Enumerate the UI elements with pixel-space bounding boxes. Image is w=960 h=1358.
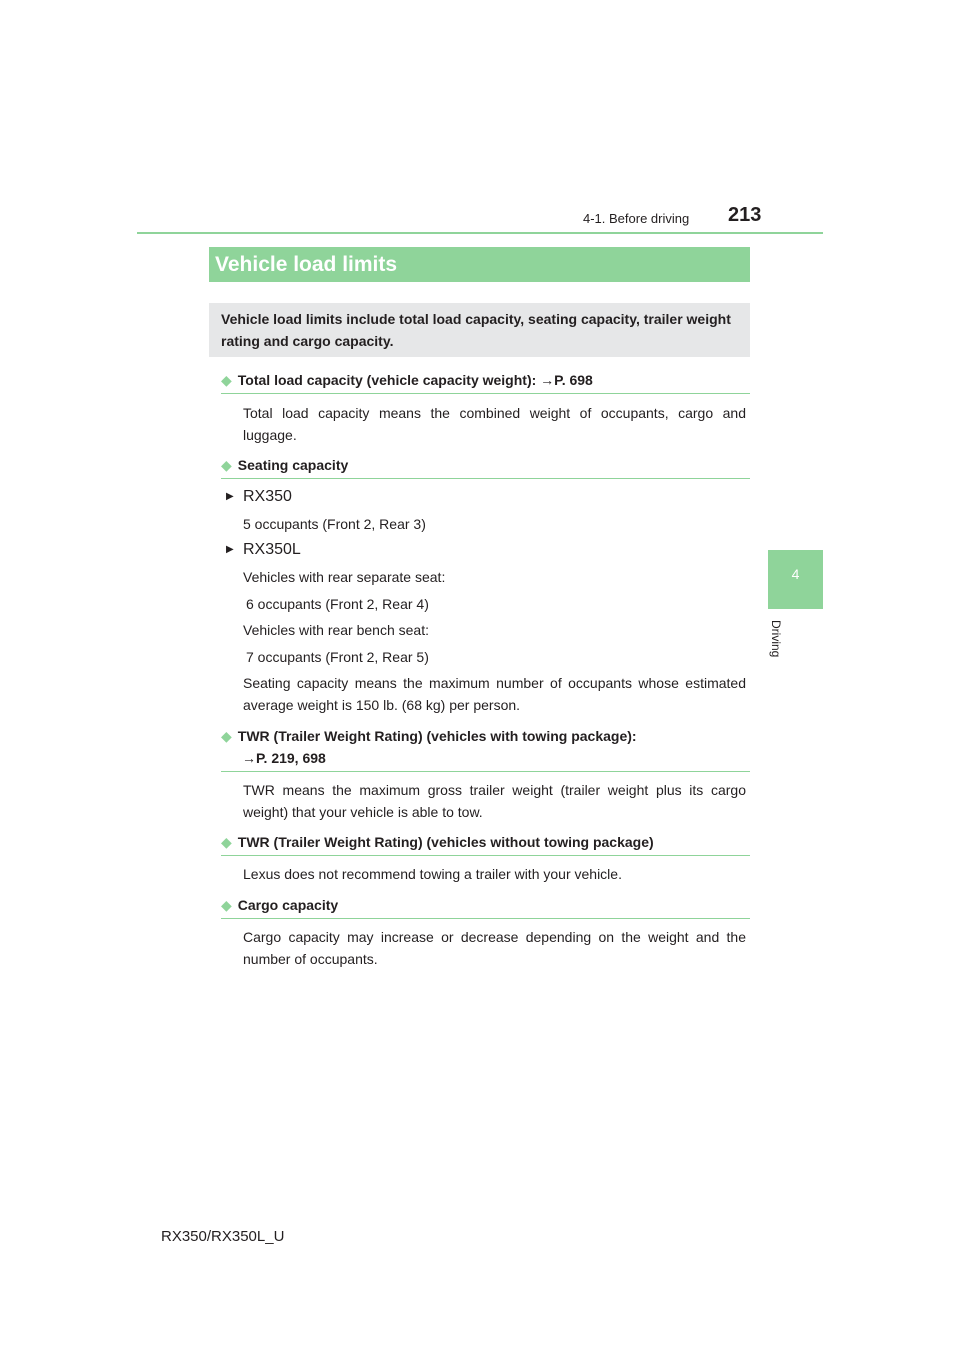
section-header: 4-1. Before driving xyxy=(583,211,690,226)
model-name: RX350L xyxy=(243,541,301,558)
rx350-detail: 5 occupants (Front 2, Rear 3) xyxy=(243,516,426,532)
model-rx350l xyxy=(226,540,301,560)
intro-box: Vehicle load limits include total load capacity, seating capacity, trailer weight rating and cargo capacity. xyxy=(209,303,750,357)
subheading-text: Cargo capacity xyxy=(237,897,339,913)
subheading-page-ref: →P. 219, 698 xyxy=(242,750,326,766)
header-divider xyxy=(137,232,823,234)
page-title: Vehicle load limits xyxy=(209,247,750,282)
rx350l-separate-label: Vehicles with rear separate seat: xyxy=(243,569,446,585)
chapter-label-text: Driving xyxy=(769,620,783,658)
subheading-cargo xyxy=(221,894,750,919)
diamond-bullet-icon: ◆ xyxy=(221,834,232,850)
model-rx350 xyxy=(226,487,292,507)
page-number: 213 xyxy=(728,204,762,226)
model-name: RX350 xyxy=(243,488,292,505)
body-twr-with: TWR means the maximum gross trailer weight (trailer weight plus its cargo weight) that your vehicle is able to tow. xyxy=(243,782,746,820)
subheading-text: TWR (Trailer Weight Rating) (vehicles with towing package): xyxy=(237,728,637,744)
subheading-twr-with xyxy=(221,725,750,772)
subheading-seating xyxy=(221,454,750,479)
diamond-bullet-icon: ◆ xyxy=(221,457,232,473)
rx350l-separate-detail: 6 occupants (Front 2, Rear 4) xyxy=(246,596,429,612)
triangle-bullet-icon: ▶ xyxy=(226,544,234,555)
diamond-bullet-icon: ◆ xyxy=(221,372,232,388)
subheading-text: TWR (Trailer Weight Rating) (vehicles without towing package) xyxy=(237,834,654,850)
rx350l-bench-detail: 7 occupants (Front 2, Rear 5) xyxy=(246,649,429,665)
subheading-text: Seating capacity xyxy=(237,457,349,473)
subheading-text: Total load capacity (vehicle capacity weight): →P. 698 xyxy=(237,372,593,388)
body-total-load: Total load capacity means the combined weight of occupants, cargo and luggage. xyxy=(243,405,746,443)
subheading-total-load xyxy=(221,369,750,394)
body-cargo: Cargo capacity may increase or decrease depending on the weight and the number of occupants. xyxy=(243,929,746,967)
subheading-twr-without xyxy=(221,831,750,856)
chapter-label xyxy=(765,620,789,680)
triangle-bullet-icon: ▶ xyxy=(226,491,234,502)
diamond-bullet-icon: ◆ xyxy=(221,897,232,913)
chapter-number: 4 xyxy=(791,566,800,582)
footer-model-code: RX350/RX350L_U xyxy=(161,1228,285,1245)
body-seating: Seating capacity means the maximum number of occupants whose estimated average weight is 150 lb. (68 kg) per person. xyxy=(243,675,746,713)
rx350l-bench-label: Vehicles with rear bench seat: xyxy=(243,622,429,638)
chapter-tab xyxy=(768,550,823,609)
body-twr-without: Lexus does not recommend towing a trailer with your vehicle. xyxy=(243,866,622,882)
diamond-bullet-icon: ◆ xyxy=(221,728,232,744)
